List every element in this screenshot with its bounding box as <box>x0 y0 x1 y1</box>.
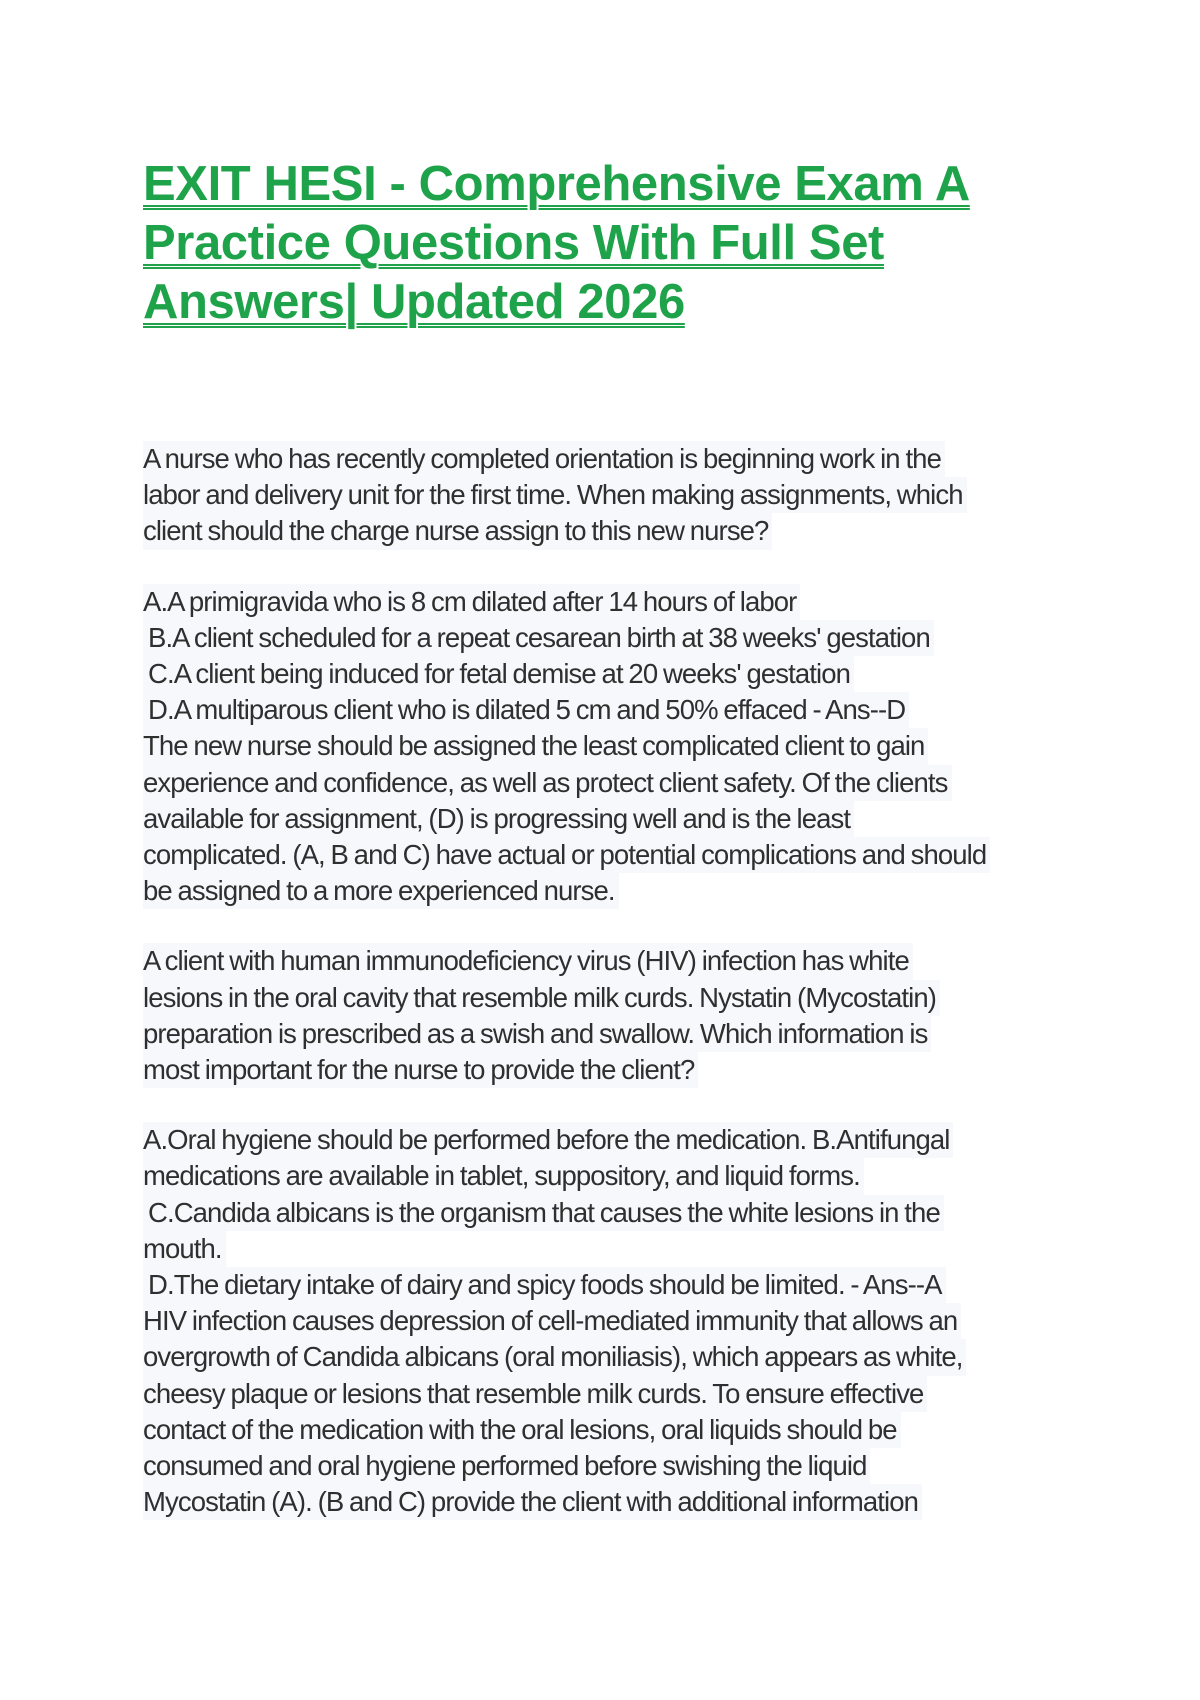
text-line: lesions in the oral cavity that resemble milk curds. Nystatin (Mycostatin) <box>143 980 940 1016</box>
text-line: preparation is prescribed as a swish and swallow. Which information is <box>143 1016 931 1052</box>
answer-option: C.Candida albicans is the organism that causes the white lesions in the <box>143 1195 944 1231</box>
answer-option: medications are available in tablet, suppository, and liquid forms. <box>143 1158 864 1194</box>
title-line: Practice Questions With Full Set <box>143 216 884 270</box>
answer-option: A.Oral hygiene should be performed before the medication. B.Antifungal <box>143 1122 953 1158</box>
text-line: experience and confidence, as well as protect client safety. Of the clients <box>143 765 952 801</box>
text-line: HIV infection causes depression of cell-mediated immunity that allows an <box>143 1303 961 1339</box>
text-line: A nurse who has recently completed orientation is beginning work in the <box>143 441 945 477</box>
text-line: client should the charge nurse assign to this new nurse? <box>143 513 772 549</box>
question-2-options <box>143 1122 1083 1303</box>
answer-option: C.A client being induced for fetal demise at 20 weeks' gestation <box>143 656 854 692</box>
answer-option: mouth. <box>143 1231 226 1267</box>
text-line: most important for the nurse to provide the client? <box>143 1052 698 1088</box>
title-line: EXIT HESI - Comprehensive Exam A <box>143 157 970 211</box>
answer-option: B.A client scheduled for a repeat cesarean birth at 38 weeks' gestation <box>143 620 934 656</box>
text-line: available for assignment, (D) is progressing well and is the least <box>143 801 854 837</box>
question-2 <box>143 943 1083 1520</box>
text-line: consumed and oral hygiene performed before swishing the liquid <box>143 1448 870 1484</box>
text-line: A client with human immunodeficiency virus (HIV) infection has white <box>143 943 913 979</box>
question-2-rationale <box>143 1303 1083 1520</box>
question-2-stem <box>143 943 1083 1088</box>
question-1-stem <box>143 441 1083 550</box>
text-line: complicated. (A, B and C) have actual or potential complications and should <box>143 837 990 873</box>
text-line: overgrowth of Candida albicans (oral moniliasis), which appears as white, <box>143 1339 966 1375</box>
title-line: Answers| Updated 2026 <box>143 275 685 329</box>
document-title <box>143 155 983 332</box>
question-1 <box>143 441 1083 909</box>
question-1-options <box>143 584 1083 729</box>
text-line: Mycostatin (A). (B and C) provide the client with additional information <box>143 1484 922 1520</box>
answer-option: D.The dietary intake of dairy and spicy foods should be limited. - Ans--A <box>143 1267 946 1303</box>
text-line: The new nurse should be assigned the least complicated client to gain <box>143 728 928 764</box>
document-body <box>143 441 1083 1520</box>
text-line: labor and delivery unit for the first time. When making assignments, which <box>143 477 967 513</box>
answer-option: A.A primigravida who is 8 cm dilated after 14 hours of labor <box>143 584 800 620</box>
question-1-rationale <box>143 728 1083 909</box>
text-line: cheesy plaque or lesions that resemble milk curds. To ensure effective <box>143 1376 927 1412</box>
text-line: contact of the medication with the oral lesions, oral liquids should be <box>143 1412 901 1448</box>
text-line: be assigned to a more experienced nurse. <box>143 873 619 909</box>
answer-option: D.A multiparous client who is dilated 5 cm and 50% effaced - Ans--D <box>143 692 909 728</box>
